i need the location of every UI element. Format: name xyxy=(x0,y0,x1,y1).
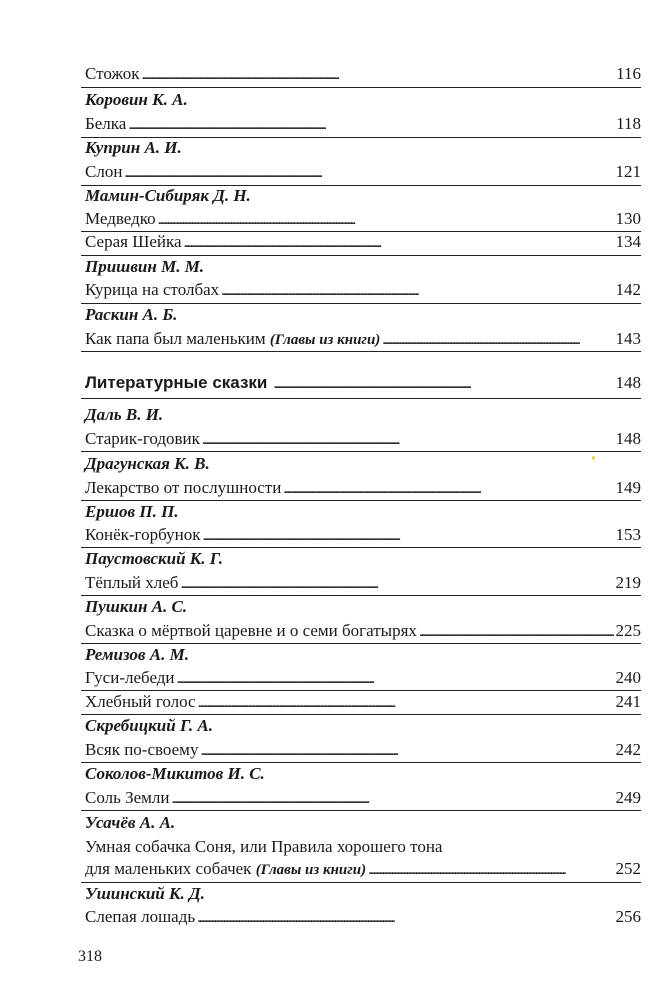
toc-entry[interactable] xyxy=(85,573,641,594)
entry-page: 143 xyxy=(615,329,641,348)
toc-entry[interactable] xyxy=(85,478,641,499)
leader-dots xyxy=(124,163,613,183)
entry-title: Хлебный голос xyxy=(85,692,196,711)
page-number: 318 xyxy=(78,948,102,965)
author-name: Соколов-Микитов И. С. xyxy=(85,764,265,783)
entry-title: Старик-годовик xyxy=(85,429,200,448)
entry-page: 142 xyxy=(615,280,641,299)
toc-entry[interactable] xyxy=(85,162,641,183)
divider xyxy=(81,451,641,452)
leader-dots xyxy=(172,789,614,809)
entry-page: 118 xyxy=(616,114,641,133)
author-name: Усачёв А. А. xyxy=(85,813,176,832)
entry-title: Тёплый хлеб xyxy=(85,573,179,592)
entry-title-text: Как папа был маленьким xyxy=(85,329,270,348)
entry-page: 130 xyxy=(615,209,641,228)
leader-dots xyxy=(180,574,613,594)
leader-dots xyxy=(283,479,613,499)
divider xyxy=(81,547,641,548)
leader-dots xyxy=(221,281,613,301)
entry-page: 241 xyxy=(615,692,641,711)
entry-page: 153 xyxy=(615,525,641,544)
leader-dots xyxy=(200,741,613,761)
leader-dots xyxy=(271,374,611,394)
leader-dots xyxy=(141,65,614,85)
entry-page: 148 xyxy=(615,429,641,448)
entry-title: Стожок xyxy=(85,64,140,83)
divider xyxy=(81,398,641,399)
author-name: Мамин-Сибиряк Д. Н. xyxy=(85,186,251,205)
toc-entry[interactable] xyxy=(85,788,641,809)
entry-title: Конёк-горбунок xyxy=(85,525,201,544)
toc-entry[interactable] xyxy=(85,859,641,880)
toc-entry[interactable] xyxy=(85,64,641,85)
entry-title: Курица на столбах xyxy=(85,280,220,299)
entry-title: Гуси-лебеди xyxy=(85,668,175,687)
entry-page: 249 xyxy=(615,788,641,807)
entry-title: Слепая лошадь xyxy=(85,907,196,926)
section-title: Литературные сказки xyxy=(85,373,268,392)
entry-page: 116 xyxy=(616,64,641,83)
entry-page: 134 xyxy=(615,232,641,251)
leader-dots xyxy=(197,908,613,928)
leader-dots xyxy=(368,860,613,880)
entry-title: Слон xyxy=(85,162,123,181)
divider xyxy=(81,762,641,763)
leader-dots xyxy=(202,526,613,546)
section-page: 148 xyxy=(615,373,641,392)
divider xyxy=(81,303,641,304)
divider xyxy=(81,643,641,644)
entry-page: 149 xyxy=(615,478,641,497)
leader-dots xyxy=(198,693,614,713)
divider xyxy=(81,714,641,715)
entry-title xyxy=(85,859,366,880)
leader-dots xyxy=(419,622,614,642)
leader-dots xyxy=(184,233,614,253)
entry-title: Медведко xyxy=(85,209,156,228)
toc-entry[interactable] xyxy=(85,232,641,253)
author-name: Куприн А. И. xyxy=(85,138,182,157)
entry-page: 219 xyxy=(615,573,641,592)
divider xyxy=(81,87,641,88)
author-name: Скребицкий Г. А. xyxy=(85,716,214,735)
author-name: Ершов П. П. xyxy=(85,502,179,521)
leader-dots xyxy=(158,210,614,230)
toc-entry[interactable] xyxy=(85,114,641,135)
author-name: Даль В. И. xyxy=(85,405,164,424)
toc-entry[interactable] xyxy=(85,740,641,761)
toc-entry[interactable] xyxy=(85,621,641,642)
author-name: Ушинский К. Д. xyxy=(85,884,205,903)
entry-title: Серая Шейка xyxy=(85,232,182,251)
section-heading[interactable] xyxy=(85,372,641,394)
leader-dots xyxy=(128,115,614,135)
entry-note: (Главы из книги) xyxy=(269,332,381,348)
leader-dots xyxy=(382,330,613,350)
divider xyxy=(81,595,641,596)
entry-note: (Главы из книги) xyxy=(255,862,367,878)
toc-entry[interactable] xyxy=(85,209,641,230)
entry-page: 121 xyxy=(615,162,641,181)
entry-title: Сказка о мёртвой царевне и о семи богатырях xyxy=(85,621,417,640)
entry-page: 256 xyxy=(615,907,641,926)
entry-page: 242 xyxy=(615,740,641,759)
divider xyxy=(81,255,641,256)
divider xyxy=(81,690,641,691)
divider xyxy=(81,351,641,352)
author-name: Коровин К. А. xyxy=(85,90,188,109)
leader-dots xyxy=(202,430,614,450)
toc-entry[interactable] xyxy=(85,692,641,713)
author-name: Пушкин А. С. xyxy=(85,597,188,616)
author-name: Паустовский К. Г. xyxy=(85,549,224,568)
divider xyxy=(81,810,641,811)
toc-entry[interactable] xyxy=(85,907,641,928)
leader-dots xyxy=(177,669,614,689)
toc-entry[interactable] xyxy=(85,329,641,350)
entry-title xyxy=(85,329,380,350)
toc-entry[interactable] xyxy=(85,280,641,301)
divider xyxy=(81,500,641,501)
entry-title: Соль Земли xyxy=(85,788,170,807)
entry-page: 225 xyxy=(615,621,641,640)
entry-title: Белка xyxy=(85,114,127,133)
entry-page: 240 xyxy=(615,668,641,687)
toc-entry-line[interactable]: Умная собачка Соня, или Правила хорошего тона xyxy=(85,837,443,856)
author-name: Ремизов А. М. xyxy=(85,645,189,664)
toc-entry[interactable] xyxy=(85,525,641,546)
divider xyxy=(81,882,641,883)
author-name: Пришвин М. М. xyxy=(85,257,205,276)
toc-entry[interactable] xyxy=(85,429,641,450)
toc-entry[interactable] xyxy=(85,668,641,689)
entry-page: 252 xyxy=(615,859,641,878)
author-name: Драгунская К. В. xyxy=(85,454,210,473)
entry-title: Лекарство от послушности xyxy=(85,478,282,497)
entry-title: Всяк по-своему xyxy=(85,740,199,759)
entry-title-text: для маленьких собачек xyxy=(85,859,256,878)
author-name: Раскин А. Б. xyxy=(85,305,178,324)
paper-speck xyxy=(592,456,595,460)
